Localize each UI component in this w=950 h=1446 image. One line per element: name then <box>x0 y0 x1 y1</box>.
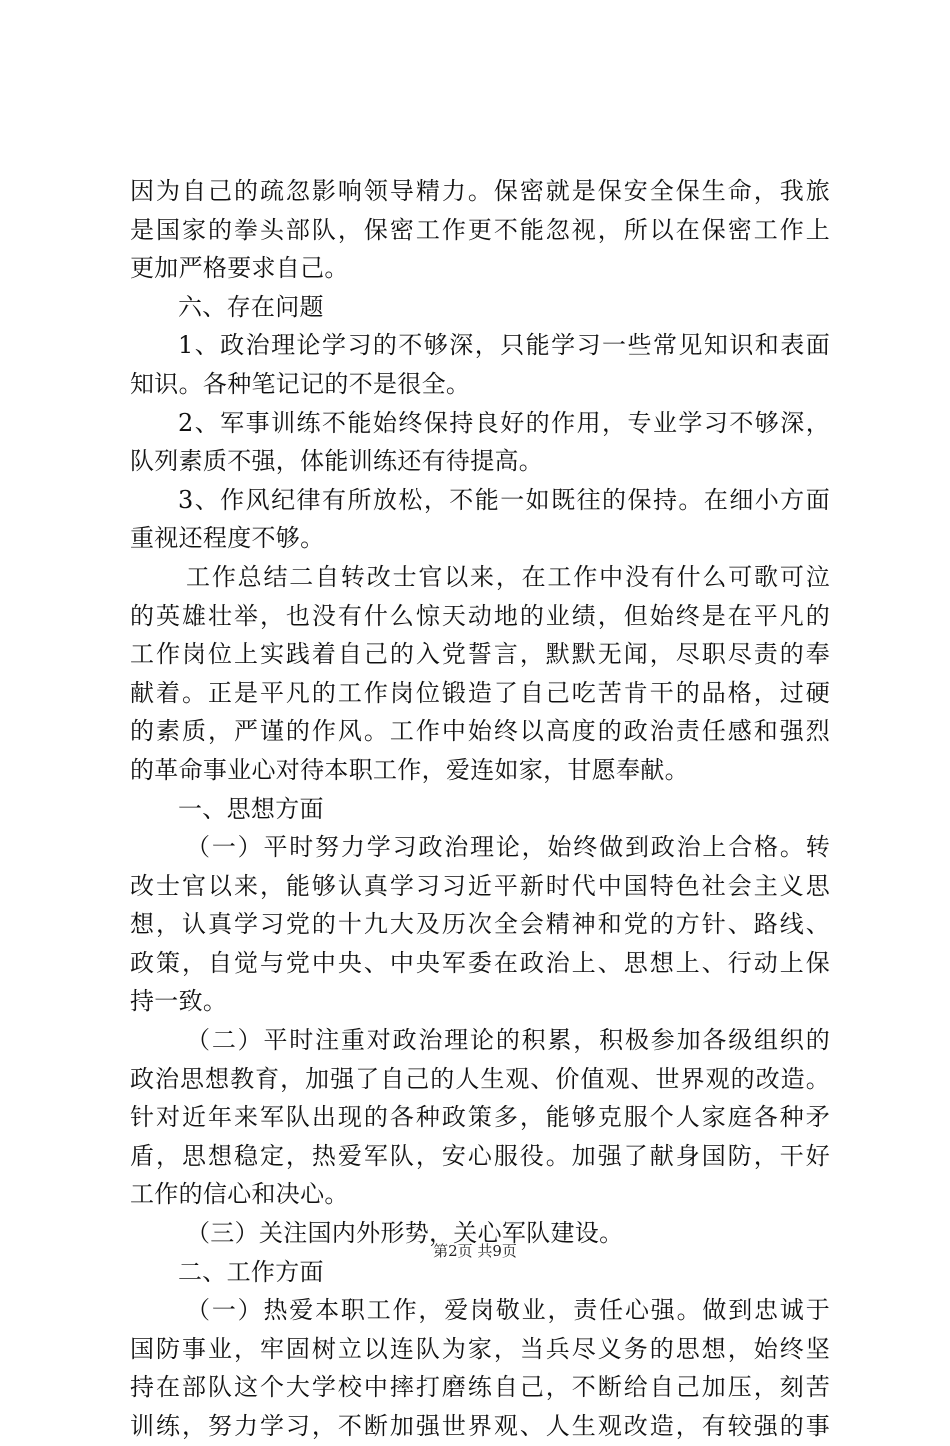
text-line: 1、政治理论学习的不够深，只能学习一些常见知识和表面 <box>178 331 830 360</box>
page-number: 第2页 共9页 <box>433 1242 517 1260</box>
text-line: 政治思想教育，加强了自己的人生观、价值观、世界观的改造。 <box>130 1064 830 1093</box>
text-line: 3、作风纪律有所放松，不能一如既往的保持。在细小方面 <box>178 485 830 514</box>
section-heading: 一、思想方面 <box>178 794 324 823</box>
text-line: 国防事业，牢固树立以连队为家，当兵尽义务的思想，始终坚 <box>130 1334 830 1363</box>
text-line: 的革命事业心对待本职工作，爱连如家，甘愿奉献。 <box>130 755 689 784</box>
text-line: （二）平时注重对政治理论的积累，积极参加各级组织的 <box>186 1026 830 1055</box>
page-footer <box>0 1240 950 1261</box>
text-line: 2、军事训练不能始终保持良好的作用，专业学习不够深， <box>178 408 830 437</box>
text-line: 政策，自觉与党中央、中央军委在政治上、思想上、行动上保 <box>130 948 830 977</box>
text-line: 工作的信心和决心。 <box>130 1180 349 1209</box>
section-heading: 二、工作方面 <box>178 1257 324 1286</box>
text-line: 持一致。 <box>130 987 228 1016</box>
text-line: 因为自己的疏忽影响领导精力。保密就是保安全保生命，我旅 <box>130 177 830 205</box>
text-line: 重视还程度不够。 <box>130 524 325 553</box>
text-line: 盾，思想稳定，热爱军队，安心服役。加强了献身国防，干好 <box>130 1141 830 1170</box>
text-line: 是国家的拳头部队，保密工作更不能忽视，所以在保密工作上 <box>130 215 830 244</box>
text-line: 更加严格要求自己。 <box>130 254 349 283</box>
text-line: 想，认真学习党的十九大及历次全会精神和党的方针、路线、 <box>130 910 830 939</box>
text-line: 献着。正是平凡的工作岗位锻造了自己吃苦肯干的品格，过硬 <box>130 678 830 707</box>
text-line: （一）热爱本职工作，爱岗敬业，责任心强。做到忠诚于 <box>186 1296 830 1325</box>
text-line: 训练，努力学习，不断加强世界观、人生观改造，有较强的事 <box>130 1412 830 1440</box>
text-line: 知识。各种笔记记的不是很全。 <box>130 369 471 398</box>
section-heading: 六、存在问题 <box>178 292 324 321</box>
text-line: （一）平时努力学习政治理论，始终做到政治上合格。转 <box>186 833 830 862</box>
text-line: 改士官以来，能够认真学习习近平新时代中国特色社会主义思 <box>130 871 830 900</box>
text-line: 持在部队这个大学校中摔打磨练自己，不断给自己加压，刻苦 <box>130 1373 830 1402</box>
text-line: （三）关注国内外形势，关心军队建设。 <box>186 1219 624 1248</box>
text-line: 的素质，严谨的作风。工作中始终以高度的政治责任感和强烈 <box>130 717 830 746</box>
text-line: 工作总结二自转改士官以来，在工作中没有什么可歌可泣 <box>186 562 830 591</box>
text-line: 针对近年来军队出现的各种政策多，能够克服个人家庭各种矛 <box>130 1103 830 1132</box>
text-line: 队列素质不强，体能训练还有待提高。 <box>130 447 544 476</box>
text-line: 工作岗位上实践着自己的入党誓言，默默无闻，尽职尽责的奉 <box>130 640 830 669</box>
text-line: 的英雄壮举，也没有什么惊天动地的业绩，但始终是在平凡的 <box>130 601 830 630</box>
